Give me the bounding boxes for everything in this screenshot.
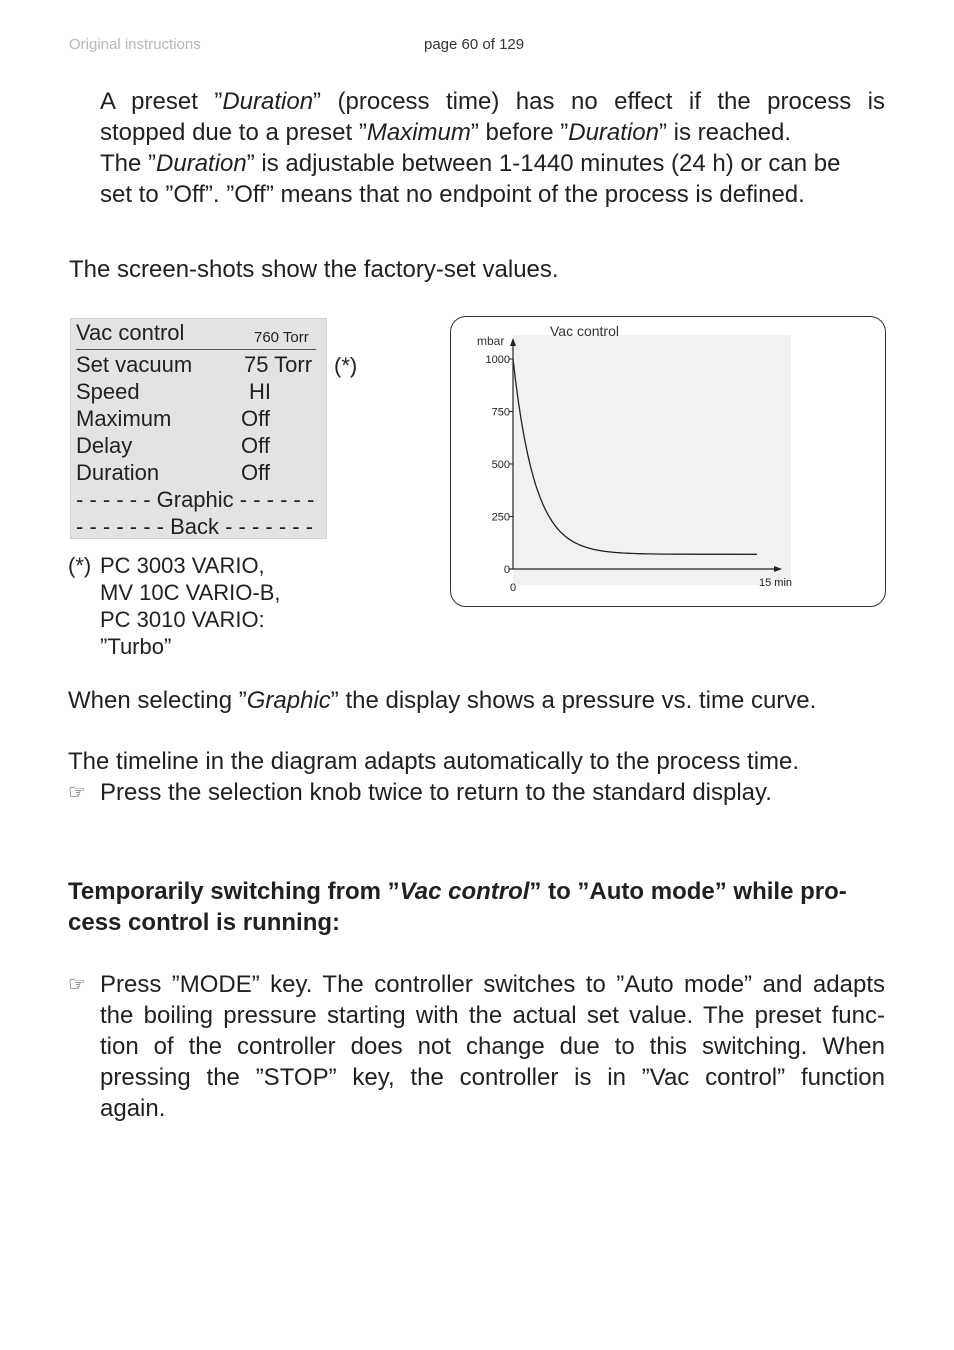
intro-line-1: A preset ”Duration” (process time) has no effect if the process is [100,88,886,115]
pointing-hand-icon: ☞ [68,974,86,996]
y-tick-label: 500 [491,459,510,471]
plot-background [513,335,791,585]
mode-line: again. [100,1095,166,1122]
menu-value-delay: Off [241,433,270,458]
menu-title-value: 760 Torr [254,329,309,346]
graphic-explanation: When selecting ”Graphic” the display shows a pressure vs. time curve. [68,687,817,714]
y-tick-label: 750 [491,406,510,419]
menu-value-set-vacuum: 75 Torr [244,352,313,377]
intro-line-4: set to ”Off”. ”Off” means that no endpoint of the process is defined. [100,181,805,208]
menu-divider [76,349,316,350]
footnote-models [100,552,281,660]
pressure-time-graph [450,316,886,607]
heading-line-2: cess control is running: [68,909,341,936]
mode-line: the boiling pressure starting with the actual set value. The preset func- [100,1002,885,1029]
chart-svg [451,317,885,606]
timeline-text: The timeline in the diagram adapts automatically to the process time. [68,748,800,775]
intro-paragraph [100,86,885,210]
heading-line-1: Temporarily switching from ”Vac control” to ”Auto mode” while pro- [68,878,847,905]
menu-item-maximum[interactable]: Maximum [76,406,172,431]
return-instruction: Press the selection knob twice to return to the standard display. [100,779,772,806]
section-heading [68,876,886,938]
mode-paragraph [100,969,885,1124]
menu-item-duration[interactable]: Duration [76,460,160,485]
footnote-marker: (*) [68,553,92,578]
menu-item-delay[interactable]: Delay [76,433,133,458]
menu-item-set-vacuum[interactable]: Set vacuum [76,352,193,377]
mode-line: pressing the ”STOP” key, the controller is in ”Vac control” function [100,1064,885,1091]
y-tick-label: 0 [503,564,510,576]
footnote-line: PC 3003 VARIO, [100,553,265,578]
menu-value-speed: HI [249,379,271,404]
intro-line-2: stopped due to a preset ”Maximum” before ”Duration” is reached. [100,119,792,146]
menu-value-maximum: Off [241,406,270,431]
y-tick-label: 1000 [485,354,510,366]
header-doc-label: Original instructions [69,36,201,53]
menu-item-back[interactable]: - - - - - - - Back - - - - - - - [76,514,314,539]
menu-item-graphic[interactable]: - - - - - - Graphic - - - - - - [76,487,315,512]
footnote-line: MV 10C VARIO-B, [100,580,281,605]
x-tick-label: 15 min [759,577,793,589]
chart-title: Vac control [550,323,619,339]
intro-line-3: The ”Duration” is adjustable between 1-1440 minutes (24 h) or can be [100,150,841,177]
mode-line: Press ”MODE” key. The controller switches to ”Auto mode” and adapts [100,971,885,998]
menu-asterisk: (*) [334,353,358,378]
y-tick-label: 250 [491,511,510,524]
x-tick-label: 0 [509,582,517,594]
mode-line: tion of the controller does not change due to this switching. When [100,1033,885,1060]
y-axis-unit: mbar [477,334,505,348]
screenshots-note: The screen-shots show the factory-set values. [69,256,559,283]
menu-value-duration: Off [241,460,270,485]
page-number: page 60 of 129 [424,36,525,53]
pointing-hand-icon: ☞ [68,782,86,804]
footnote-line: PC 3010 VARIO: [100,607,265,632]
menu-title: Vac control [76,320,185,345]
footnote-line: ”Turbo” [100,634,172,659]
menu-item-speed[interactable]: Speed [76,379,140,404]
vac-control-menu [70,318,327,539]
